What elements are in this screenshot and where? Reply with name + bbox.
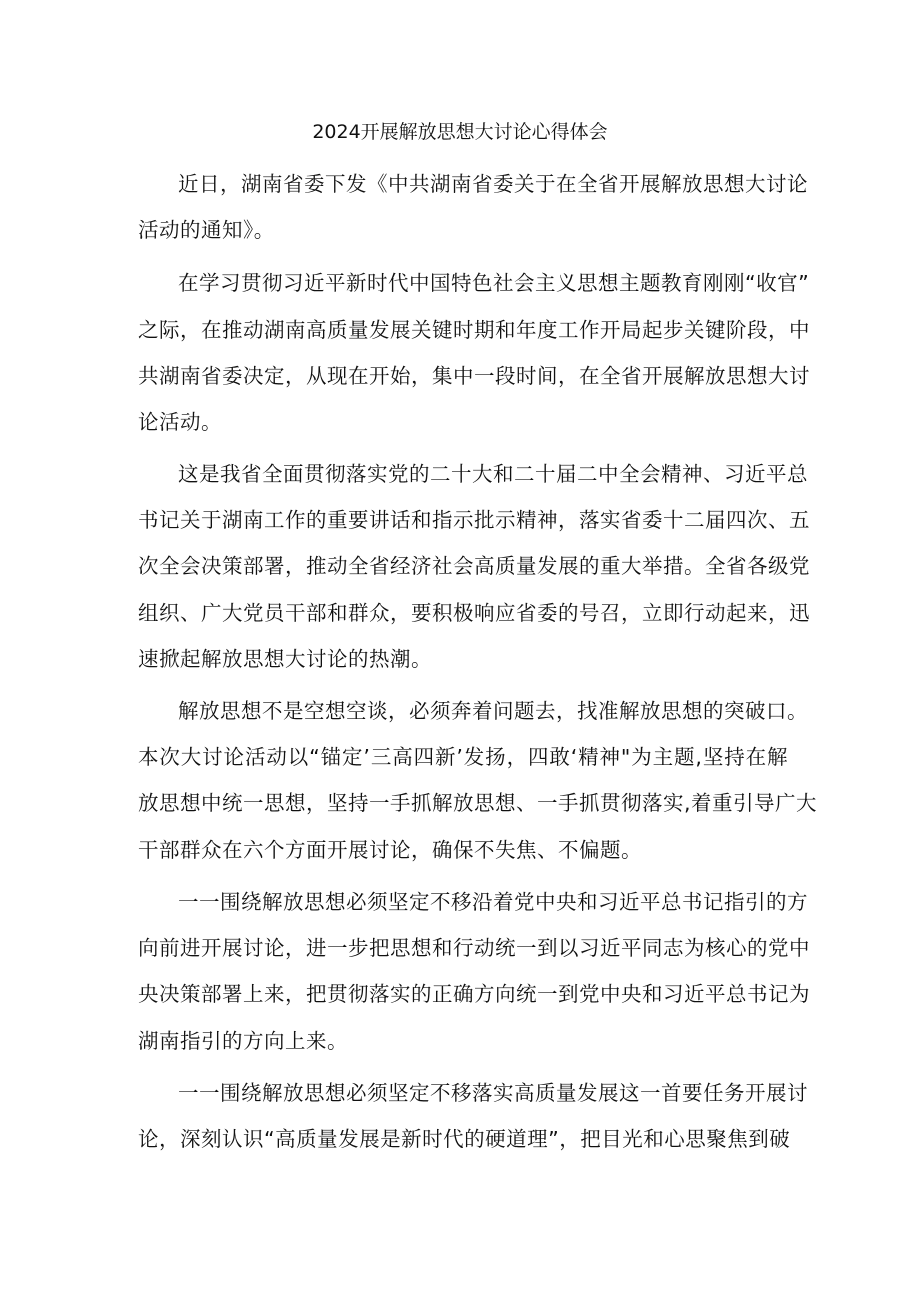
text-line: 速掀起解放思想大讨论的热潮。 (138, 647, 432, 671)
text-line: 一一围绕解放思想必须坚定不移沿着党中央和习近平总书记指引的方 (178, 890, 808, 914)
text-line: 一一围绕解放思想必须坚定不移落实高质量发展这一首要任务开展讨 (178, 1081, 808, 1105)
text-line: 共湖南省委决定，从现在开始，集中一段时间，在全省开展解放思想大讨 (138, 364, 810, 388)
text-line: 湖南指引的方向上来。 (138, 1029, 348, 1053)
text-line: 近日，湖南省委下发《中共湖南省委关于在全省开展解放思想大讨论 (178, 172, 808, 196)
text-line: 放思想中统一思想，坚持一手抓解放思想、一手抓贯彻落实,着重引导广大 (138, 791, 818, 815)
text-line: 央决策部署上来，把贯彻落实的正确方向统一到党中央和习近平总书记为 (138, 982, 810, 1006)
text-line: 干部群众在六个方面开展讨论，确保不失焦、不偏题。 (138, 838, 642, 862)
text-line: 这是我省全面贯彻落实党的二十大和二十届二中全会精神、习近平总 (178, 462, 808, 486)
document-title: 2024开展解放思想大讨论心得体会 (312, 121, 608, 143)
text-line: 书记关于湖南工作的重要讲话和指示批示精神，落实省委十二届四次、五 (138, 508, 810, 532)
text-line: 活动的通知》。 (138, 218, 275, 242)
text-line: 论活动。 (138, 410, 222, 434)
text-line: 次全会决策部署，推动全省经济社会高质量发展的重大举措。全省各级党 (138, 554, 810, 578)
text-line: 解放思想不是空想空谈，必须奔着问题去，找准解放思想的突破口。 (178, 699, 808, 723)
text-line: 之际，在推动湖南高质量发展关键时期和年度工作开局起步关键阶段，中 (138, 318, 810, 342)
text-line: 本次大讨论活动以“锚定’三高四新’发扬，四敢‘精神"为主题,坚持在解 (138, 745, 788, 769)
text-line: 在学习贯彻习近平新时代中国特色社会主义思想主题教育刚刚“收官” (178, 271, 810, 295)
text-line: 组织、广大党员干部和群众，要积极响应省委的号召，立即行动起来，迅 (138, 601, 810, 625)
text-line: 论，深刻认识“高质量发展是新时代的硬道理”，把目光和心思聚焦到破 (138, 1127, 791, 1151)
text-line: 向前进开展讨论，进一步把思想和行动统一到以习近平同志为核心的党中 (138, 936, 810, 960)
